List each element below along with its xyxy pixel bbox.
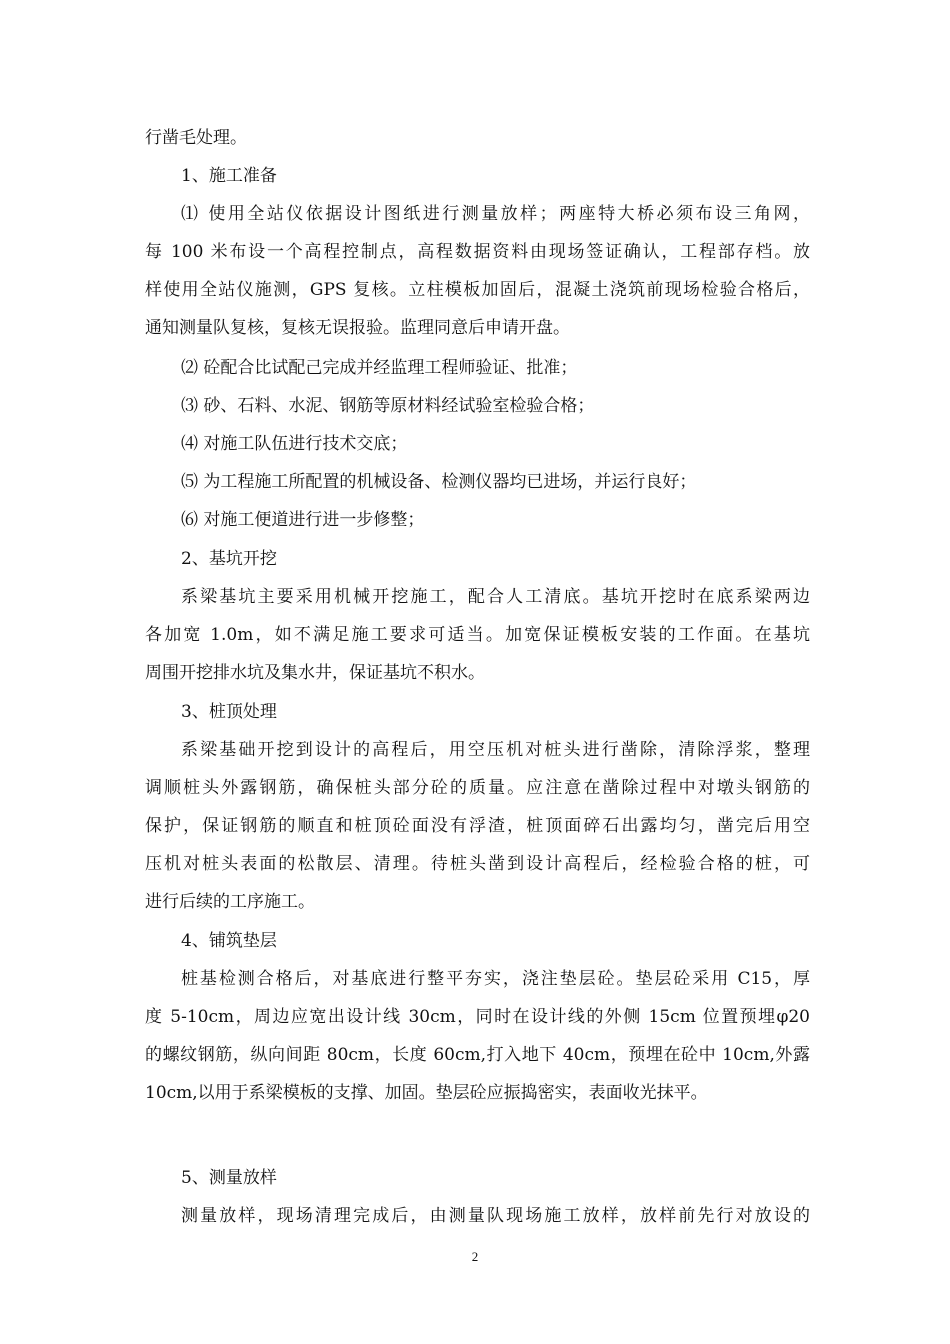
text-line: ⑹ 对施工便道进行进一步修整；: [181, 510, 425, 530]
text-line: 系梁基坑主要采用机械开挖施工，配合人工清底。基坑开挖时在底系梁两边: [181, 587, 810, 607]
text-line: ⑴ 使用全站仪依据设计图纸进行测量放样；两座特大桥必须布设三角网，: [181, 204, 810, 224]
text-line: 样使用全站仪施测，GPS 复核。立柱模板加固后，混凝土浇筑前现场检验合格后，: [145, 280, 810, 300]
text-line: 的螺纹钢筋，纵向间距 80cm，长度 60cm,打入地下 40cm，预埋在砼中 10cm,外露: [145, 1045, 810, 1065]
text-line: 周围开挖排水坑及集水井，保证基坑不积水。: [145, 663, 485, 683]
text-line: 每 100 米布设一个高程控制点，高程数据资料由现场签证确认，工程部存档。放: [145, 242, 810, 262]
text-line: 进行后续的工序施工。: [145, 892, 315, 912]
section-heading: 1、施工准备: [181, 166, 277, 186]
text-line: 保护，保证钢筋的顺直和桩顶砼面没有浮渣，桩顶面碎石出露均匀，凿完后用空: [145, 816, 810, 836]
text-line: ⑸ 为工程施工所配置的机械设备、检测仪器均已进场，并运行良好；: [181, 472, 697, 492]
text-line: 度 5-10cm，周边应宽出设计线 30cm，同时在设计线的外侧 15cm 位置预埋φ20: [145, 1007, 810, 1027]
text-line: 行凿毛处理。: [145, 128, 247, 148]
text-line: 调顺桩头外露钢筋，确保桩头部分砼的质量。应注意在凿除过程中对墩头钢筋的: [145, 778, 810, 798]
text-line: ⑷ 对施工队伍进行技术交底；: [181, 434, 408, 454]
text-line: 各加宽 1.0m，如不满足施工要求可适当。加宽保证模板安装的工作面。在基坑: [145, 625, 810, 645]
page-number: 2: [471, 1249, 479, 1264]
text-line: 压机对桩头表面的松散层、清理。待桩头凿到设计高程后，经检验合格的桩，可: [145, 854, 810, 874]
section-heading: 2、基坑开挖: [181, 549, 277, 569]
section-heading: 3、桩顶处理: [181, 702, 277, 722]
section-heading: 4、铺筑垫层: [181, 931, 277, 951]
text-line: 桩基检测合格后，对基底进行整平夯实，浇注垫层砼。垫层砼采用 C15，厚: [181, 969, 810, 989]
text-line: ⑵ 砼配合比试配己完成并经监理工程师验证、批准；: [181, 358, 578, 378]
text-line: ⑶ 砂、石料、水泥、钢筋等原材料经试验室检验合格；: [181, 396, 595, 416]
text-line: 测量放样，现场清理完成后，由测量队现场施工放样，放样前先行对放设的: [181, 1206, 810, 1226]
text-line: 通知测量队复核，复核无误报验。监理同意后申请开盘。: [145, 318, 570, 338]
text-line: 10cm,以用于系梁模板的支撑、加固。垫层砼应振捣密实，表面收光抹平。: [145, 1083, 708, 1103]
text-line: 系梁基础开挖到设计的高程后，用空压机对桩头进行凿除，清除浮浆，整理: [181, 740, 810, 760]
section-heading: 5、测量放样: [181, 1168, 277, 1188]
